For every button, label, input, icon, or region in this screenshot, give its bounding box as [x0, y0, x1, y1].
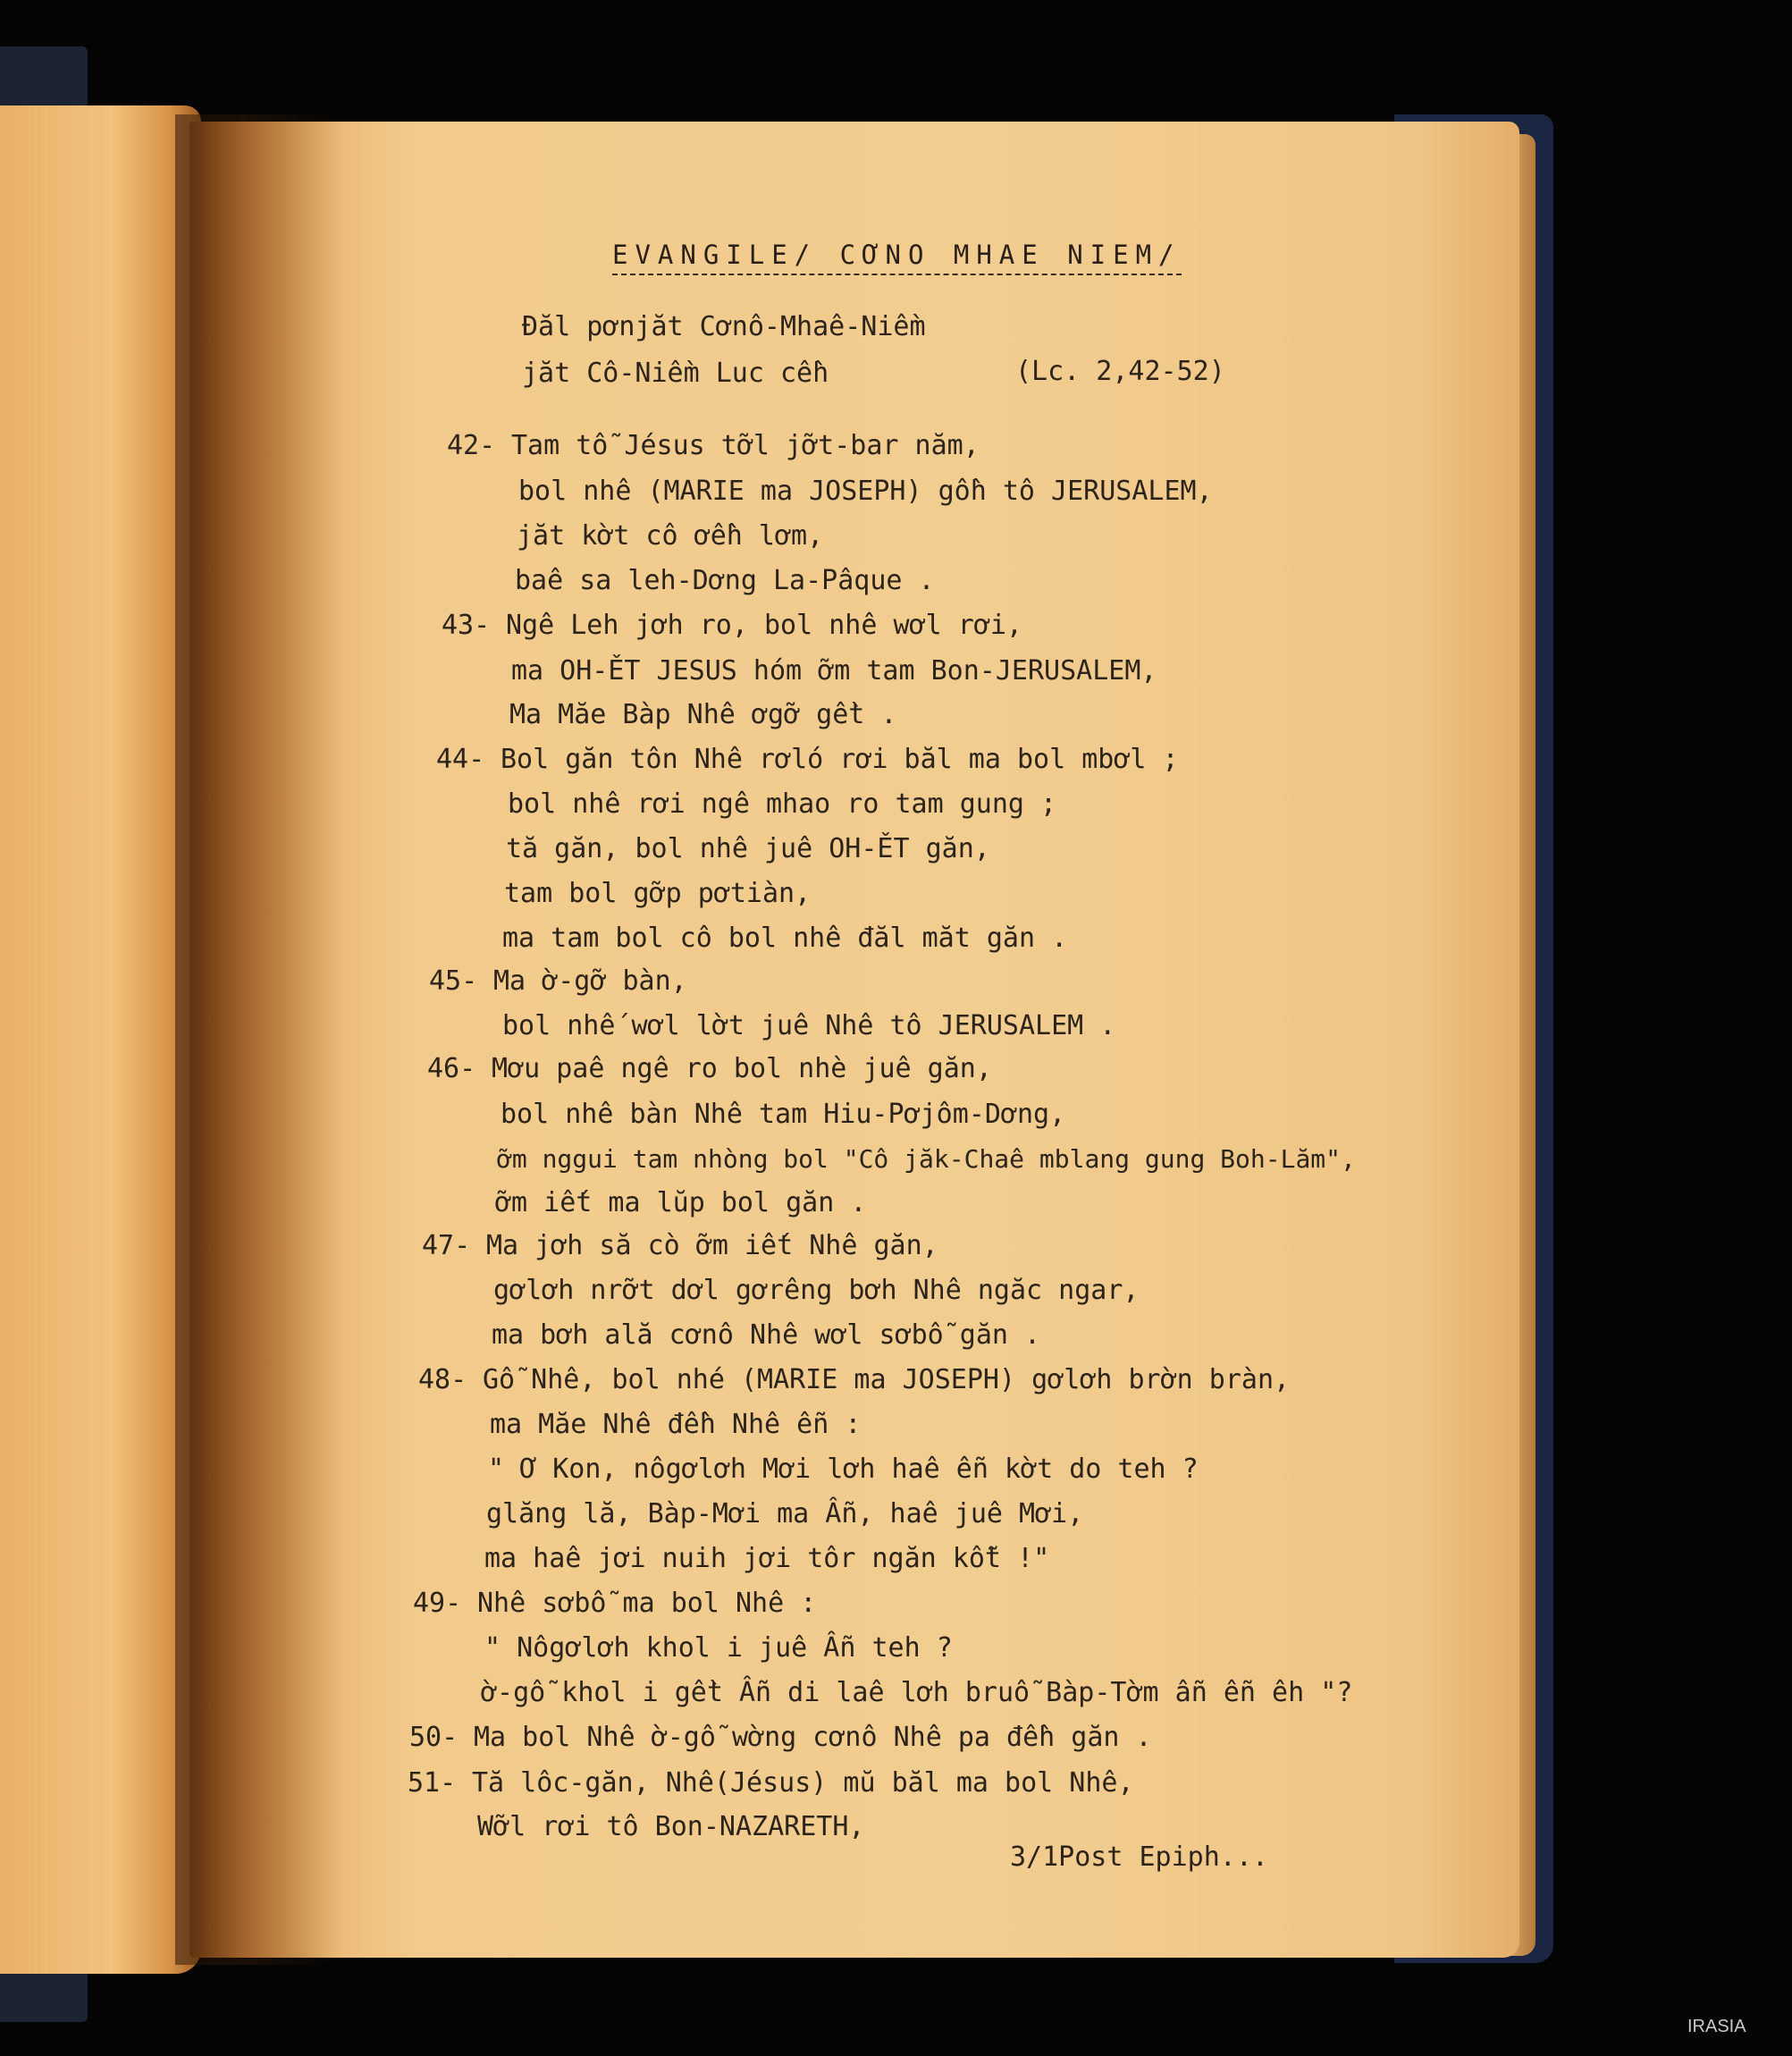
verse-line: ma bơh ală cơnô Nhê wơl sơbỗ găn .	[492, 1319, 1041, 1351]
verse-number: 49-	[413, 1588, 462, 1619]
verse-number: 50-	[409, 1722, 459, 1753]
verse-line: tă găn, bol nhê juê OH-ĚT găn,	[506, 833, 990, 864]
verse-number: 47-	[422, 1230, 471, 1261]
verse-line: 48- Gỗ Nhê, bol nhé (MARIE ma JOSEPH) gơlơh brờn bràn,	[418, 1362, 1290, 1398]
verse-line: ma tam bol cô bol nhê đăl măt găn .	[502, 923, 1068, 954]
verse-line: bol nhê rơi ngê mhao ro tam gung ;	[508, 788, 1057, 820]
verse-number: 48-	[418, 1364, 467, 1395]
verse-line: Ma Măe Bàp Nhê ơgỡ gềt .	[509, 699, 897, 730]
page-title-text: EVANGILE/ CƠNO MHAE NIEM/	[612, 240, 1182, 275]
verse-line: 47- Ma jơh să cò ỡm iết Nhê găn,	[422, 1228, 938, 1264]
verse-line: bol nhê bàn Nhê tam Hiu-Pơjôm-Dơng,	[501, 1099, 1066, 1130]
verse-line: 50- Ma bol Nhê ờ-gỗ wờng cơnô Nhê pa đềh găn .	[409, 1720, 1152, 1756]
verse-line: 42- Tam tỗ Jésus tỡl jỡt-bar năm,	[447, 428, 980, 464]
verse-line: ma haê jơi nuih jơi tôr ngăn kỗt !"	[484, 1543, 1050, 1574]
page-footer-reference: 3/1Post Epiph...	[1010, 1841, 1268, 1873]
scripture-reference: (Lc. 2,42-52)	[1015, 356, 1225, 387]
verse-line: baê sa leh-Dơng La-Pâque .	[515, 565, 935, 596]
verse-line: jăt kờt cô ơềh lơm,	[517, 520, 824, 552]
verse-number: 44-	[436, 744, 485, 775]
verse-line: " Nôgơlơh khol i juê Ẫn teh ?	[484, 1632, 953, 1664]
verse-number: 45-	[429, 965, 478, 997]
verse-line: ỡm iết ma lŭp bol găn .	[495, 1187, 867, 1218]
verse-number: 42-	[447, 430, 496, 461]
verse-line: tam bol gỡp pơtiàn,	[504, 878, 812, 909]
verse-line: ma Măe Nhê đềh Nhê ễn :	[490, 1409, 862, 1440]
verse-line: Wỡl rơi tô Bon-NAZARETH,	[477, 1811, 865, 1842]
verse-line: gơlơh nrỡt dơl gơrêng bơh Nhê ngăc ngar,	[493, 1275, 1140, 1306]
verse-line: ờ-gỗ khol i gềt Ẫn di laê lơh bruỗ Bàp-Tờm ẫn ễn êh "?	[481, 1677, 1353, 1708]
verse-line: ma OH-ĚT JESUS hóm ỡm tam Bon-JERUSALEM,	[511, 655, 1157, 687]
verse-line: glăng lă, Bàp-Mơi ma Ẫn, haê juê Mơi,	[486, 1498, 1084, 1529]
page-title	[612, 240, 1461, 281]
verse-line: bol nhê (MARIE ma JOSEPH) gồh tô JERUSALEM,	[518, 476, 1213, 507]
intro-line: jăt Cô-Niềm Luc cềh	[522, 358, 829, 389]
intro-line: Đăl pơnjăt Cơnô-Mhaê-Niềm	[522, 311, 926, 342]
verse-line: 44- Bol găn tôn Nhê rơló rơi băl ma bol mbơl ;	[436, 742, 1179, 778]
gutter-shadow	[175, 114, 336, 1965]
verse-number: 51-	[408, 1767, 457, 1799]
verse-line: 45- Ma ờ-gỡ bàn,	[429, 964, 687, 999]
verse-number: 43-	[442, 610, 491, 641]
verse-line: 51- Tă lôc-găn, Nhê(Jésus) mŭ băl ma bol Nhê,	[408, 1765, 1134, 1801]
verse-line: 43- Ngê Leh jơh ro, bol nhê wơl rơi,	[442, 608, 1022, 644]
verse-line: " Ơ Kon, nôgơlơh Mơi lơh haê ễn kờt do teh ?	[488, 1454, 1199, 1485]
verse-line: bol nhế wơl lờt juê Nhê tô JERUSALEM .	[502, 1010, 1116, 1041]
watermark: IRASIA	[1687, 2017, 1746, 2036]
verse-line: 46- Mơu paê ngê ro bol nhè juê găn,	[427, 1051, 992, 1087]
verse-number: 46-	[427, 1053, 476, 1084]
verse-line: 49- Nhê sơbỗ ma bol Nhê :	[413, 1586, 816, 1622]
verse-line: ỡm nggui tam nhòng bol "Cô jăk-Chaê mblang gung Boh-Lăm",	[497, 1144, 1356, 1174]
left-page	[0, 105, 201, 1974]
